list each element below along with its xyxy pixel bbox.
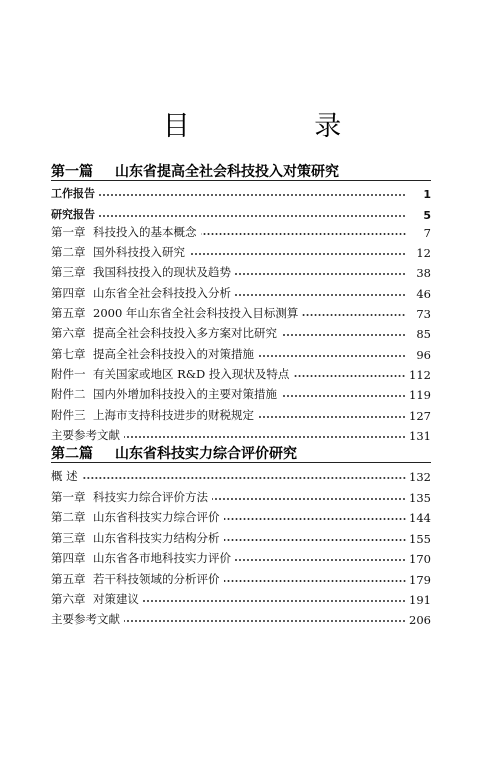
page-number: 191 xyxy=(409,593,431,607)
page-number: 46 xyxy=(416,287,431,301)
dot-leader xyxy=(99,192,406,198)
entry-title: 提高全社会科技投入多方案对比研究 xyxy=(93,326,277,340)
page-number: 85 xyxy=(416,327,431,341)
dot-leader xyxy=(224,516,407,522)
chapter-number: 第六章 xyxy=(51,592,86,606)
page-number: 132 xyxy=(409,470,431,484)
dot-leader xyxy=(212,496,406,502)
toc-entry[interactable] xyxy=(51,466,431,484)
chapter-number: 第四章 xyxy=(51,551,86,565)
chapter-number: 第七章 xyxy=(51,347,86,361)
toc-entry[interactable] xyxy=(51,183,431,201)
chapter-number: 第五章 xyxy=(51,572,86,586)
page-number: 38 xyxy=(416,266,431,280)
appendix-number: 附件二 xyxy=(51,387,86,401)
part-title: 山东省科技实力综合评价研究 xyxy=(115,446,297,462)
page-number: 73 xyxy=(416,307,431,321)
page-number: 119 xyxy=(409,388,431,402)
page-number: 1 xyxy=(423,188,431,201)
part-title: 山东省提高全社会科技投入对策研究 xyxy=(115,164,339,180)
toc-entry[interactable] xyxy=(51,569,431,587)
chapter-number: 第三章 xyxy=(51,531,86,545)
entry-title: 工作报告 xyxy=(51,187,95,200)
dot-leader xyxy=(224,578,407,584)
entry-title: 国内外增加科技投入的主要对策措施 xyxy=(93,387,277,401)
page-number: 5 xyxy=(423,209,431,222)
dot-leader xyxy=(124,434,406,440)
dot-leader xyxy=(281,332,406,338)
dot-leader xyxy=(189,251,406,257)
toc-entry[interactable] xyxy=(51,204,431,222)
chapter-number: 第一章 xyxy=(51,225,86,239)
toc-entry[interactable] xyxy=(51,222,431,240)
dot-leader xyxy=(224,537,407,543)
dot-leader xyxy=(82,475,406,481)
page-number: 206 xyxy=(409,613,431,627)
dot-leader xyxy=(293,373,406,379)
toc-entry[interactable] xyxy=(51,405,431,423)
dot-leader xyxy=(302,312,406,318)
page-title: 目 录 xyxy=(162,111,400,142)
entry-title: 山东省各市地科技实力评价 xyxy=(93,551,231,565)
page-number: 179 xyxy=(409,573,431,587)
chapter-number: 第三章 xyxy=(51,265,86,279)
page-number: 135 xyxy=(409,491,431,505)
toc-entry[interactable] xyxy=(51,364,431,382)
part-divider xyxy=(51,462,431,463)
entry-title: 对策建议 xyxy=(93,592,139,606)
toc-entry[interactable] xyxy=(51,283,431,301)
toc-entry[interactable] xyxy=(51,242,431,260)
part-heading-2 xyxy=(51,443,431,463)
appendix-number: 附件一 xyxy=(51,367,86,381)
dot-leader xyxy=(235,557,406,563)
entry-title: 科技实力综合评价方法 xyxy=(93,490,208,504)
entry-title: 山东省全社会科技投入分析 xyxy=(93,286,231,300)
dot-leader xyxy=(258,353,406,359)
toc-entry[interactable] xyxy=(51,303,431,321)
entry-title: 概 述 xyxy=(51,469,78,483)
toc-entry[interactable] xyxy=(51,528,431,546)
page-number: 112 xyxy=(409,368,431,382)
entry-title: 山东省科技实力结构分析 xyxy=(93,531,220,545)
toc-entry[interactable] xyxy=(51,384,431,402)
dot-leader xyxy=(143,598,406,604)
dot-leader xyxy=(258,414,406,420)
entry-title: 国外科技投入研究 xyxy=(93,245,185,259)
page-number: 96 xyxy=(416,348,431,362)
dot-leader xyxy=(235,292,406,298)
dot-leader xyxy=(99,213,406,219)
toc-entry[interactable] xyxy=(51,609,431,627)
entry-title: 主要参考文献 xyxy=(51,612,120,626)
chapter-number: 第六章 xyxy=(51,326,86,340)
toc-entry[interactable] xyxy=(51,589,431,607)
toc-entry[interactable] xyxy=(51,323,431,341)
entry-title: 提高全社会科技投入的对策措施 xyxy=(93,347,254,361)
page-number: 144 xyxy=(409,511,431,525)
toc-entry[interactable] xyxy=(51,487,431,505)
dot-leader xyxy=(201,231,407,237)
page-number: 127 xyxy=(409,409,431,423)
entry-title: 研究报告 xyxy=(51,208,95,221)
chapter-number: 第二章 xyxy=(51,245,86,259)
toc-entry[interactable] xyxy=(51,548,431,566)
toc-entry[interactable] xyxy=(51,507,431,525)
toc-entry[interactable] xyxy=(51,425,431,443)
part-divider xyxy=(51,180,431,181)
entry-title: 2000 年山东省全社会科技投入目标测算 xyxy=(93,306,299,320)
chapter-number: 第一章 xyxy=(51,490,86,504)
entry-title: 主要参考文献 xyxy=(51,428,120,442)
toc-entry[interactable] xyxy=(51,344,431,362)
page-number: 7 xyxy=(423,226,431,240)
page-number: 12 xyxy=(416,246,431,260)
appendix-number: 附件三 xyxy=(51,408,86,422)
page-number: 170 xyxy=(409,552,431,566)
part-number: 第一篇 xyxy=(51,164,93,180)
part-number: 第二篇 xyxy=(51,446,93,462)
entry-title: 科技投入的基本概念 xyxy=(93,225,197,239)
page-number: 131 xyxy=(409,429,431,443)
toc-entry[interactable] xyxy=(51,262,431,280)
page-number: 155 xyxy=(409,532,431,546)
chapter-number: 第二章 xyxy=(51,510,86,524)
dot-leader xyxy=(124,618,406,624)
dot-leader xyxy=(281,393,406,399)
entry-title: 若干科技领域的分析评价 xyxy=(93,572,220,586)
chapter-number: 第五章 xyxy=(51,306,86,320)
entry-title: 上海市支持科技进步的财税规定 xyxy=(93,408,254,422)
entry-title: 我国科技投入的现状及趋势 xyxy=(93,265,231,279)
dot-leader xyxy=(235,271,406,277)
entry-title: 有关国家或地区 R&D 投入现状及特点 xyxy=(93,367,290,381)
chapter-number: 第四章 xyxy=(51,286,86,300)
part-heading-1 xyxy=(51,161,431,181)
entry-title: 山东省科技实力综合评价 xyxy=(93,510,220,524)
